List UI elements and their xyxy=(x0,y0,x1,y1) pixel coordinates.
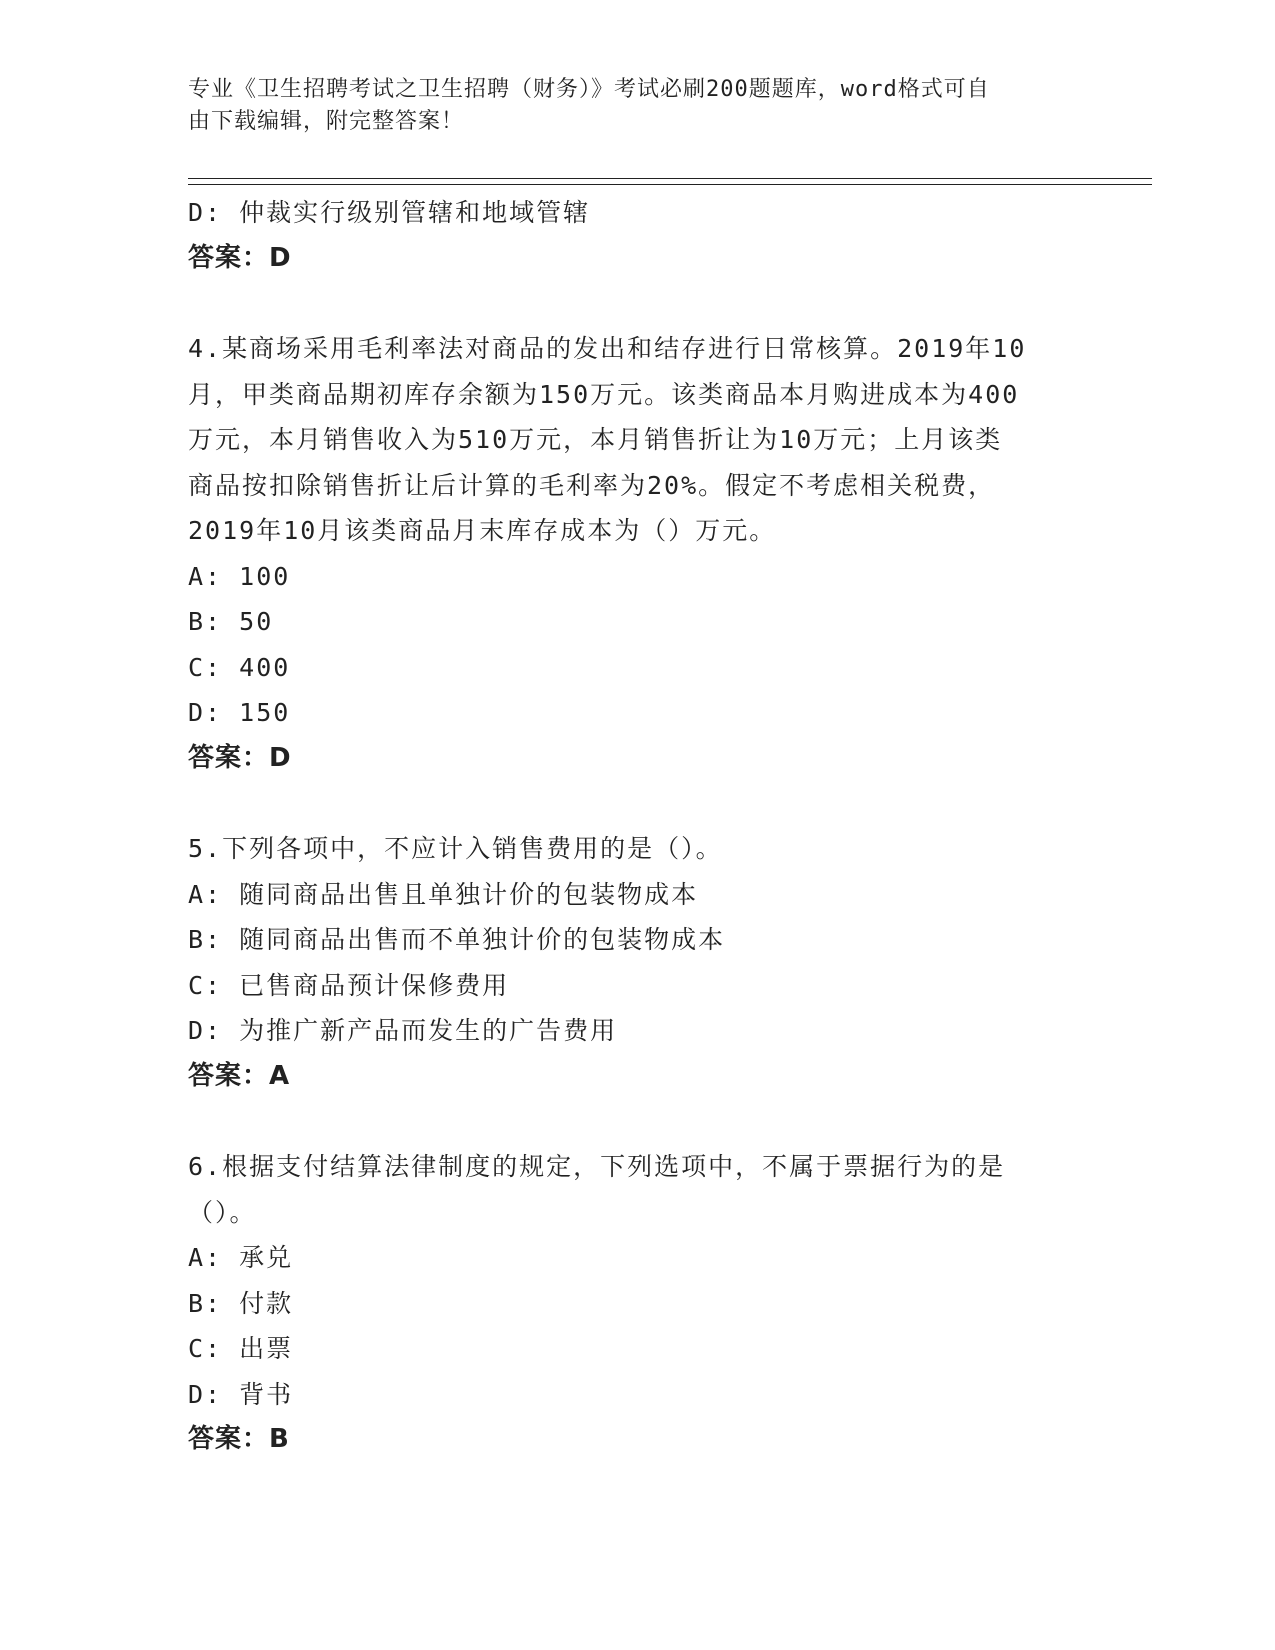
q4-option-a: A: 100 xyxy=(188,561,291,591)
prev-answer: 答案：D xyxy=(188,242,292,273)
q4-option-d: D: 150 xyxy=(188,698,291,727)
header-line-1: 专业《卫生招聘考试之卫生招聘（财务）》考试必刷200题题库，word格式可自 xyxy=(188,77,990,102)
q4-stem-line: 万元，本月销售收入为510万元，本月销售折让为10万元；上月该类 xyxy=(188,425,1003,454)
question-5 xyxy=(188,826,1088,1099)
header-divider-bottom xyxy=(188,184,1152,185)
q6-answer: 答案：B xyxy=(188,1424,290,1454)
q5-stem-line: 5.下列各项中，不应计入销售费用的是（）。 xyxy=(188,834,723,863)
q6-option-d: D: 背书 xyxy=(188,1379,294,1409)
q4-stem-line: 2019年10月该类商品月末库存成本为（）万元。 xyxy=(188,516,777,545)
q6-option-b: B: 付款 xyxy=(188,1288,294,1318)
document-header xyxy=(188,74,1088,138)
q4-answer: 答案：D xyxy=(188,742,292,773)
q4-stem-line: 4.某商场采用毛利率法对商品的发出和结存进行日常核算。2019年10 xyxy=(188,334,1027,363)
q5-option-b: B: 随同商品出售而不单独计价的包装物成本 xyxy=(188,925,726,954)
q4-stem-line: 月，甲类商品期初库存余额为150万元。该类商品本月购进成本为400 xyxy=(188,379,1020,409)
prev-option-d: D: 仲裁实行级别管辖和地域管辖 xyxy=(188,198,591,227)
q6-stem-line: 6.根据支付结算法律制度的规定，下列选项中，不属于票据行为的是 xyxy=(188,1152,1006,1181)
header-divider-top xyxy=(188,178,1152,179)
q4-option-b: B: 50 xyxy=(188,607,274,636)
question-4 xyxy=(188,326,1088,781)
q5-option-a: A: 随同商品出售且单独计价的包装物成本 xyxy=(188,879,699,909)
q6-option-c: C: 出票 xyxy=(188,1334,294,1363)
q5-answer: 答案：A xyxy=(188,1060,291,1091)
q6-option-a: A: 承兑 xyxy=(188,1243,294,1272)
q5-option-c: C: 已售商品预计保修费用 xyxy=(188,970,510,1000)
spacer xyxy=(188,1099,1088,1144)
spacer xyxy=(188,281,1088,326)
q6-stem-line: （）。 xyxy=(188,1197,257,1227)
question-content xyxy=(188,190,1088,1463)
question-6 xyxy=(188,1144,1088,1463)
spacer xyxy=(188,781,1088,826)
q4-option-c: C: 400 xyxy=(188,652,291,682)
q5-option-d: D: 为推广新产品而发生的广告费用 xyxy=(188,1016,618,1045)
header-line-2: 由下载编辑，附完整答案！ xyxy=(188,109,465,134)
q4-stem-line: 商品按扣除销售折让后计算的毛利率为20%。假定不考虑相关税费， xyxy=(188,470,996,500)
